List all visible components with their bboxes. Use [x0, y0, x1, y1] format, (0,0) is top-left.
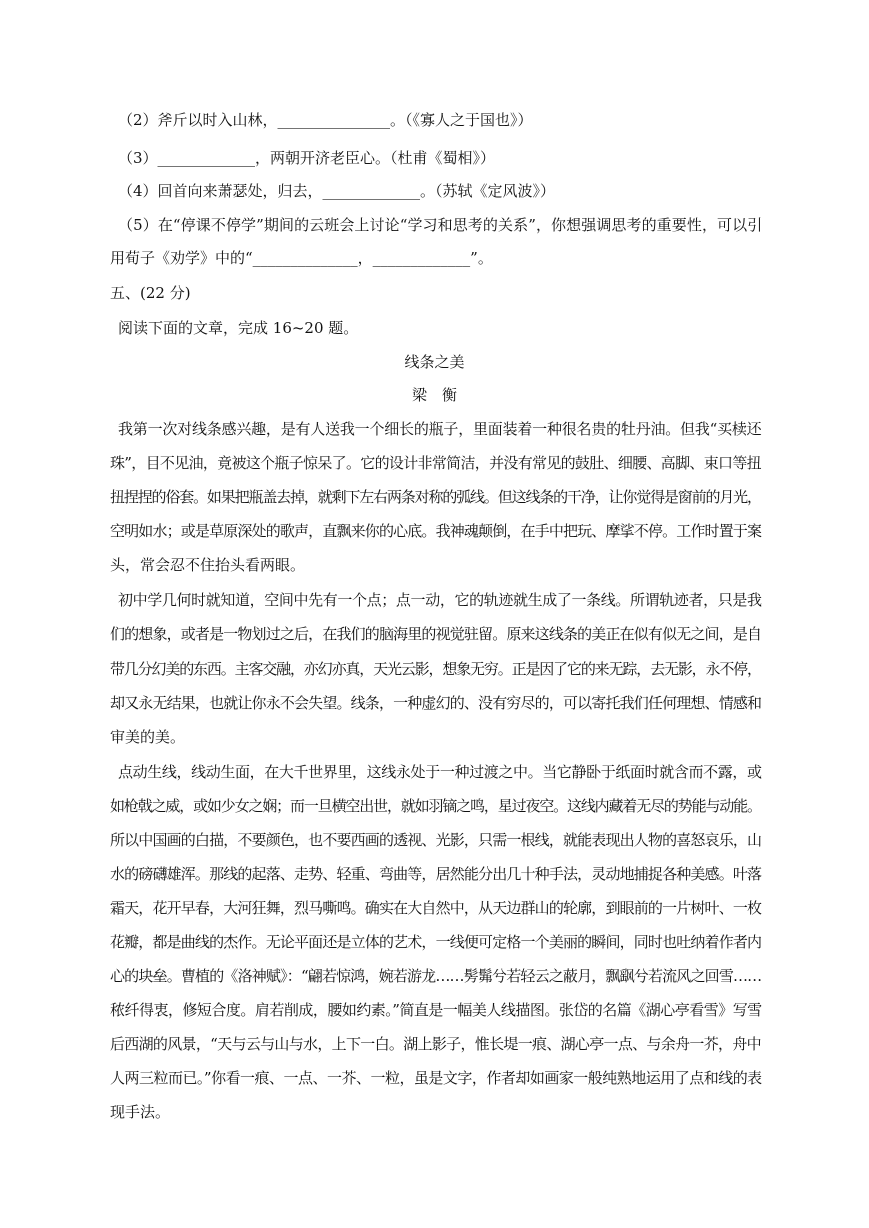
paragraph-line: 们的想象，或者是一物划过之后，在我们的脑海里的视觉驻留。原来这线条的美正在似有似无之间，是自 — [110, 625, 762, 643]
paragraph-line: 头，常会忍不住抬头看两眼。 — [110, 556, 306, 574]
question-4: （4）回首向来萧瑟处，归去，_____________。（苏轼《定风波》） — [118, 182, 556, 200]
paragraph-line: 带几分幻美的东西。主客交融，亦幻亦真，天光云影，想象无穷。正是因了它的来无踪，去无影，永不停， — [110, 660, 761, 678]
paragraph-line: 点动生线，线动生面，在大千世界里，这线永处于一种过渡之中。当它静卧于纸面时就含而不露，或 — [118, 763, 762, 781]
paragraph-line: 我第一次对线条感兴趣，是有人送我一个细长的瓶子，里面装着一种很名贵的牡丹油。但我“买椟还 — [118, 420, 762, 438]
section-heading: 五、(22 分) — [110, 284, 191, 302]
paragraph-line: 扭捏捏的俗套。如果把瓶盖去掉，就剩下左右两条对称的弧线。但这线条的干净，让你觉得是窗前的月光， — [110, 488, 761, 506]
paragraph-line: 后西湖的风景，“天与云与山与水，上下一白。湖上影子，惟长堤一痕、湖心亭一点、与余舟一芥，舟中 — [110, 1035, 761, 1053]
question-5-line-2: 用荀子《劝学》中的“______________，_____________”。 — [110, 249, 493, 267]
paragraph-line: 水的磅礴雄浑。那线的起落、走势、轻重、弯曲等，居然能分出几十种手法，灵动地捕捉各种美感。叶落 — [110, 865, 762, 883]
question-5-line-1: （5）在“停课不停学”期间的云班会上讨论“学习和思考的关系”，你想强调思考的重要性，可以引 — [118, 216, 763, 234]
question-3: （3）_____________，两朝开济老臣心。（杜甫《蜀相》） — [118, 149, 496, 167]
paragraph-line: 心的块垒。曹植的《洛神赋》：“翩若惊鸿，婉若游龙……髣髴兮若轻云之蔽月，飘飖兮若流风之回雪…… — [110, 967, 762, 985]
paragraph-line: 霜天，花开早春，大河狂舞，烈马嘶鸣。确实在大自然中，从天边群山的轮廓，到眼前的一片树叶、一枚 — [110, 899, 762, 917]
paragraph-line: 人两三粒而已。”你看一痕、一点、一芥、一粒，虽是文字，作者却如画家一般纯熟地运用了点和线的表 — [110, 1069, 762, 1087]
paragraph-line: 花瓣，都是曲线的杰作。无论平面还是立体的艺术，一线便可定格一个美丽的瞬间，同时也吐纳着作者内 — [110, 933, 762, 951]
article-title: 线条之美 — [404, 353, 465, 371]
paragraph-line: 所以中国画的白描，不要颜色，也不要西画的透视、光影，只需一根线，就能表现出人物的喜怒哀乐，山 — [110, 831, 762, 849]
paragraph-line: 审美的美。 — [110, 728, 186, 746]
paragraph-line: 现手法。 — [110, 1103, 171, 1121]
article-author: 梁 衡 — [411, 386, 457, 404]
paragraph-line: 却又永无结果，也就让你永不会失望。线条，一种虚幻的、没有穷尽的，可以寄托我们任何理想、情感和 — [110, 694, 762, 712]
paragraph-line: 空明如水；或是草原深处的歌声，直飘来你的心底。我神魂颠倒，在手中把玩、摩挲不停。工作时置于案 — [110, 522, 762, 540]
paragraph-line: 如枪戟之威，或如少女之娴；而一旦横空出世，就如羽镝之鸣，星过夜空。这线内藏着无尽的势能与动能。 — [110, 797, 761, 815]
paragraph-line: 秾纤得衷，修短合度。肩若削成，腰如约素。”简直是一幅美人线描图。张岱的名篇《湖心亭看雪》写雪 — [110, 1001, 762, 1019]
section-instruction: 阅读下面的文章，完成 16~20 题。 — [118, 319, 359, 337]
paragraph-line: 珠”，目不见油，竟被这个瓶子惊呆了。它的设计非常简洁，并没有常见的鼓肚、细腰、高脚、束口等扭 — [110, 454, 761, 472]
question-2: （2）斧斤以时入山林，_______________。（《寡人之于国也》） — [118, 111, 533, 129]
paragraph-line: 初中学几何时就知道，空间中先有一个点；点一动，它的轨迹就生成了一条线。所谓轨迹者，只是我 — [118, 591, 762, 609]
